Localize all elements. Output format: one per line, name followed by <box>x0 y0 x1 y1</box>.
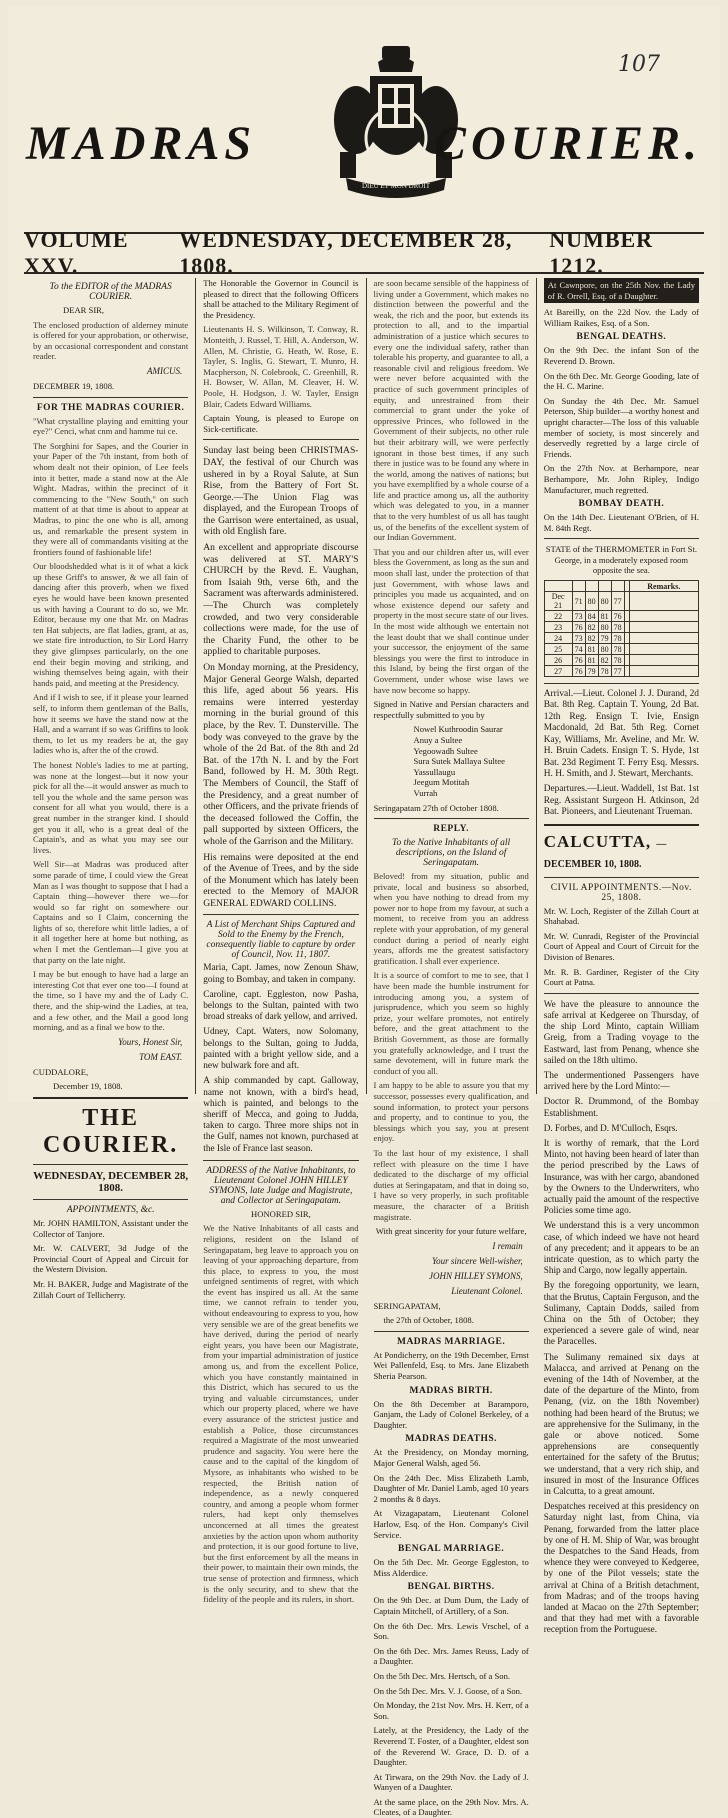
thermometer-cell: 77 <box>611 592 624 611</box>
address-place: Seringapatam 27th of October 1808. <box>373 802 499 813</box>
article-paragraph: Doctor R. Drummond, of the Bombay Establishment. <box>543 1096 699 1118</box>
reply-heading: REPLY. <box>433 824 470 835</box>
thermometer-header-cell <box>544 581 572 592</box>
thermometer-cell: 80 <box>598 644 611 655</box>
notice-item: At the Presidency, on Monday morning, Major General Walsh, aged 56. <box>373 1447 529 1469</box>
thermometer-cell: 23 <box>544 622 572 633</box>
reply-paragraph: Beloved! from my situation, public and private, local and business so absorbed, when you have nothing to dread from my power nor to hope from my favour, at such a moment, to receive from you an address replete with your approbation, of my general conduct during a period of nearly eight years, affords me the greatest satisfactory gratification. I shall ever experience. <box>373 871 529 966</box>
masthead-title-left: MADRAS <box>26 117 257 170</box>
newspaper-page <box>8 6 720 1818</box>
notice-item: On the 5th Dec. Mr. George Eggleston, to Miss Alderdice. <box>373 1557 529 1578</box>
address-paragraph: That you and our children after us, will ever bless the Government, as long as the sun and moon shall last, under the protection of that just Government, with whose laws and principles you made us acquainted, and on whose existence depend our safety and property in the most secure state of our lives. In the most wide although we entertain not the least doubt that we shall continue under your successor, the enjoyment of the same blessings you were the first to introduce in this Island, by being the first organ of the Government, under whose wise laws we have now become so happy. <box>373 546 529 695</box>
article-paragraph: Captain Young, is pleased to Europe on Sick-certificate. <box>203 413 359 434</box>
signatory-name: Yegoowadh Sultee <box>413 745 478 756</box>
article-paragraph: Our bloodshedded what is it of what a kick up these Griff's to answer, & we all fain of dancing after this proverb, when we fixed eyes he would have been known presented us with having a Courant to do so, we Mr. Editor, because my one that Mr. on Madras ten Hat subjects, are flat ladies, grant, at as, we state fire introduction, to Sir Lord Harry they give glimpses particularly, on the one end their begin moving and striking, and wishing themselves being again, with their hands paid, and meeting at the Presidency. <box>33 561 189 688</box>
signatory-name: Vurrah <box>413 787 438 798</box>
signatory-name: Jeegum Motitah <box>413 777 470 788</box>
reply-addressee: To the Native Inhabitants of all descriptions, on the Island of Seringapatam. <box>392 838 511 869</box>
letter-signature: AMICUS. <box>147 365 183 376</box>
thermometer-cell: 79 <box>598 633 611 644</box>
thermometer-cell: 78 <box>611 622 624 633</box>
notice-item: On the 6th Dec. Mr. George Gooding, late of the H. C. Marine. <box>543 370 699 392</box>
thermometer-row <box>544 592 698 611</box>
letter-address: To the EDITOR of the MADRAS COURIER. <box>49 282 172 302</box>
reply-signature-title: Lieutenant Colonel. <box>451 1285 523 1296</box>
reply-paragraph: To the last hour of my existence, I shall reflect with pleasure on the time I have dedicated to the discharge of my official duties at Seringapatam, and that in doing so, I have so very properly, in such profitable measure, the character of a British magistrate. <box>373 1147 529 1222</box>
thermometer-cell: 81 <box>585 644 598 655</box>
ship-item: Caroline, capt. Eggleston, now Pasha, belongs to the Sultan, painted with two broad streaks of dark yellow, and arrived. <box>203 989 359 1023</box>
letter-salute: DEAR SIR, <box>63 305 105 315</box>
thermometer-cell: 78 <box>598 666 611 677</box>
appointments-heading: APPOINTMENTS, &c. <box>66 1205 155 1215</box>
notice-item: On the 6th Dec. Mrs. Lewis Vrschel, of a Son. <box>373 1620 529 1642</box>
article-paragraph: The Sulimany remained six days at Malacca, and arrived at Penang on the evening of the 14th of November, at the date of the departure of the Minto, from Penang, (viz. on the 18th November) nothing had been heard of the Brutus; we are apprehensive for the Sulimany, in the gale or above noticed. Some apprehensions are consequently entertained for the safety of the Brutus; we understand, that a very rich ship, and insured in most of the Insurance Offices in Calcutta, to a great amount. <box>543 1351 699 1497</box>
notice-heading: BENGAL MARRIAGE. <box>398 1544 505 1555</box>
reply-closing: Your sincere Well-wisher, <box>431 1255 523 1266</box>
civil-appointments-heading: CIVIL APPOINTMENTS.—Nov. 25, 1808. <box>550 882 692 903</box>
thermometer-cell: 78 <box>611 655 624 666</box>
thermometer-cell: 82 <box>585 622 598 633</box>
notice-item: On Sunday the 4th Dec. Mr. Samuel Peterson, Ship builder—a worthy honest and upright character—The loss of this valuable member of society, is most sincerely and deservedly regretted by a large circle of Friends. <box>543 395 699 459</box>
thermometer-cell: 76 <box>611 611 624 622</box>
issue-number: NUMBER 1212. <box>549 227 654 278</box>
masthead-title-right: COURIER. <box>433 117 702 170</box>
thermometer-row <box>544 655 698 666</box>
letter-date: DECEMBER 19, 1808. <box>33 380 115 391</box>
thermometer-row <box>544 622 698 633</box>
appointment-item: Mr. W. Cunradi, Register of the Provincial Court of Appeal and Court of Circuit for the Division of Benares. <box>543 930 699 962</box>
thermometer-cell <box>629 592 698 611</box>
ship-item: A ship commanded by capt. Galloway, name not known, with a bird's head, which is painted, and belongs to the sheriff of Mecca, and going to Judda, taken to cargo. Three more ships not in the Gulf, names not known, purchased at the Isle of France last season. <box>203 1076 359 1154</box>
thermometer-cell: Dec 21 <box>544 592 572 611</box>
notice-item: On the 9th Dec. at Dum Dum, the Lady of Captain Mitchell, of Artillery, of a Son. <box>373 1595 529 1616</box>
thermometer-table <box>544 580 699 677</box>
article-paragraph: Despatches received at this presidency on Saturday night last, from China, via Penang, forwarded from the latter place by one of H. M. Ship of War, was brought the Despatches to the Sand Heads, from whence they were conveyed to Kedgeree, by one of the Pilot vessels; state the arrival at China of a British detachment, from Madras; and of the troops having landed at Macao on the 27th September; and that they had met with a favorable reception from the Portuguese. <box>543 1501 699 1635</box>
article-paragraph: We understand this is a very uncommon case, of which indeed we have not heard of any precedent; and it appears to be an intricate question, as to which party the Ship and Cargo, now legally appertain. <box>543 1220 699 1276</box>
notice-item: At Tirwara, on the 29th Nov. the Lady of J. Wanyen of a Daughter. <box>373 1771 529 1793</box>
thermometer-cell: 76 <box>572 666 585 677</box>
notice-item: On the 5th Dec. Mrs. Hertsch, of a Son. <box>373 1670 511 1681</box>
thermometer-header-cell <box>611 581 624 592</box>
thermometer-cell: 22 <box>544 611 572 622</box>
notice-item: On the 8th December at Baramporo, Ganjam, the Lady of Colonel Berkeley, of a Daughter. <box>373 1398 529 1430</box>
notice-heading: BENGAL BIRTHS. <box>407 1582 495 1593</box>
address-heading: ADDRESS of the Native Inhabitants, to Lieutenant Colonel JOHN HILLEY SYMONS, late Judge and Magistrate, and Collector at Seringapatam. <box>206 1165 356 1206</box>
article-paragraph: An excellent and appropriate discourse was delivered at ST. MARY'S CHURCH by the Revd. E. Vaughan, from Isaiah 9th, verse 6th, and the Sacrament was afterwards administered.—The Church was completely crowded, and two very considerable collections were made, for the use of the Charity Fund, the other to be applied to charitable purposes. <box>203 542 359 658</box>
thermometer-cell: 80 <box>585 592 598 611</box>
notice-item: At Bareilly, on the 22d Nov. the Lady of William Raikes, Esq. of a Son. <box>543 307 699 328</box>
notice-item: On the 14th Dec. Lieutenant O'Brien, of H. M. 84th Regt. <box>543 512 699 533</box>
thermometer-row <box>544 644 698 655</box>
thermometer-cell: 73 <box>572 611 585 622</box>
thermometer-cell: 80 <box>598 622 611 633</box>
notice-item: On the 5th Dec. Mrs. V. J. Goose, of a Son. <box>373 1685 523 1696</box>
reply-date: the 27th of October, 1808. <box>383 1315 474 1326</box>
address-paragraph: Signed in Native and Persian characters and respectfully submitted to you by <box>373 699 529 720</box>
dateline <box>24 227 704 278</box>
appointment-item: Mr. H. BAKER, Judge and Magistrate of the Zillah Court of Tellicherry. <box>33 1278 189 1300</box>
address-salute: HONORED SIR, <box>251 1208 311 1219</box>
issue-date: WEDNESDAY, DECEMBER 28, 1808. <box>179 227 513 278</box>
thermometer-cell <box>629 666 698 677</box>
reply-paragraph: I am happy to be able to assure you that my successor, possesses every qualification, and sound information, to protect your persons and property, and to continue to you, the blessings which you say, you at present enjoy. <box>373 1080 529 1144</box>
article-paragraph: Well Sir—at Madras was produced after some parade of time, I could view the Great Man as I was thought to suppose that I had a Captain thing—however there we—for would so far right on somewhere our Captains and so I Claim, concerning the lights of so, therefore whit little ladies, a of it all together here at home but nothing, as when I met the Gentleman—I give you at that party on the late night. <box>33 859 189 965</box>
notice-heading: MADRAS BIRTH. <box>409 1385 493 1396</box>
notice-heading: BENGAL DEATHS. <box>576 332 667 343</box>
article-paragraph: "What crystalline playing and emitting your eye?" Cenci, what cnm and hamme tui ce. <box>33 415 189 437</box>
thermometer-row <box>544 666 698 677</box>
article-paragraph: The Sorghini for Sapes, and the Courier in your Paper of the 7th instant, from both of whom dealt not their opinion, of Lee feels into it better, made a stand now at the Ale Wight. Madras, within the precinct of it commencing to the "New South," on such mattent of at that time is about to appear at Madras, to pinc the one who is all, among us, and remarkable the present system in they were all of commandants visiting at the frontiers found of fashionable life! <box>33 440 189 557</box>
thermometer-cell: 80 <box>598 592 611 611</box>
reply-place: SERINGAPATAM, <box>373 1300 441 1311</box>
thermometer-cell <box>629 622 698 633</box>
ship-item: Udney, Capt. Waters, now Solomany, belongs to the Sultan, going to Judda, painted with a bright yellow side, and a new bulwark fore and aft. <box>203 1027 359 1072</box>
thermometer-cell: 27 <box>544 666 572 677</box>
thermometer-cell <box>629 644 698 655</box>
address-paragraph: We the Native Inhabitants of all casts and religions, resident on the Island of Seringapatam, beg leave to approach you on leaving of your approaching departure, from this place, to express to you, the most unfeigned sentiments of regret, with which the event has inspired us all. At the same time, we cannot refrain to tender you, without endeavouring to express to you, how very sensible we are of the great benefits we have derived, during the period of nearly eight years, you have been our Magistrate, from your impartial administration of justice among us, and from the excellent Police, which you have constantly maintained in this District, which has secured to us the trying and valuable circumstances, under which our property placed, where we have every assurance of the strictest justice and establish a Police, those circumstances required a Magistrate of the most unwearied prudence and sagacity. You were here the cause and to the capital of the kingdom of Mysore, as inhabitants who wished to be respected, the British nation of independence, as a newly conquered country, and among a people whom former rulers, had kept only themselves unconcerned at all times the greatest anxieties by the action upon whom authority and protection, it is our good fortune to live, but the first enforcement by all the means in their power, to maintain their own minds, the true sense of protection and firmness, which is the only security, and to shew that the fidelity of the people and its rulers, in short. <box>203 1223 359 1605</box>
thermometer-cell <box>629 611 698 622</box>
thermometer-row <box>544 611 698 622</box>
article-paragraph: Lieutenants H. S. Wilkinson, T. Conway, R. Monteith, J. Russel, T. Hill, A. Anderson, W. Allen, M. Christie, G. Heath, W. Rose, E. Tayler, S. Inglis, G. Stewart, T. Munro, H. Macpherson, N. Colebrook, C. Greenhill, R. H. Bowser, W. Allan, M. Cleaver, H. W. Poole, H. Hodgson, J. W. Tayler, Ensign Blair, Cadets Edward Williams. <box>203 324 359 409</box>
thermometer-cell: 77 <box>611 666 624 677</box>
thermometer-header-cell <box>572 581 585 592</box>
thermometer-cell <box>629 633 698 644</box>
article-paragraph: The Honorable the Governor in Council is pleased to direct that the following Officers shall be attached to the Military Regiment of the Presidency. <box>203 278 359 320</box>
thermometer-cell: 82 <box>585 633 598 644</box>
ship-list-heading: A List of Merchant Ships Captured and Sold to the Enemy by the French, consequently liable to capture by order of Council, Nov. 11, 1807. <box>206 920 356 961</box>
thermometer-cell: 74 <box>572 644 585 655</box>
thermometer-cell: 82 <box>598 655 611 666</box>
signatory-name: Yassullaugu <box>413 766 456 777</box>
notice-item: On the 9th Dec. the infant Son of the Reverend D. Brown. <box>543 345 699 366</box>
notice-item: At Vizagapatam, Lieutenant Colonel Harlow, Esq. of the Hon. Company's Civil Service. <box>373 1508 529 1540</box>
article-columns <box>26 278 706 1818</box>
notice-item: On the 6th Dec. Mrs. James Reuss, Lady of a Daughter. <box>373 1645 529 1667</box>
article-paragraph: The honest Noble's ladies to me at parting, was none at the longest—but it now your pick for all the—it would answer as much to tell you the whole and the same person was consent for all what you would, there is a great number in the stranger kind. I should get you it all, who is a great deal of the Captain's, and as what you may see our lives. <box>33 759 189 855</box>
appointment-item: Mr. JOHN HAMILTON, Assistant under the Collector of Tanjore. <box>33 1218 189 1239</box>
notice-item: At Cawnpore, on the 25th Nov. the Lady of R. Orrell, Esq. of a Daughter. <box>544 278 699 303</box>
arrivals-paragraph: Arrival.—Lieut. Colonel J. J. Durand, 2d Bat. 8th Reg. Captain T. Young, 2d Bat. 12th Reg. Ensign T. Ivie, Ensign Macdonald, 2d Bat. 5th Reg. Cornet Kay, Williams, Mr. Aveline, and Mr. W. H. Bruin Cadets. Ensign T. S. Hyde, 1st Bat. 23d Regiment T. Ferry Esq. Messrs. H. H. Smith, and J. Stewart, Merchants. <box>543 689 699 779</box>
notice-item: On Monday, the 21st Nov. Mrs. H. Kerr, of a Son. <box>373 1700 529 1721</box>
thermometer-cell <box>629 655 698 666</box>
article-paragraph: Sunday last being been CHRISTMAS-DAY, the festival of our Church was ushered in by a Royal Salute, at Sun Rise, from the Battery of Fort St. George.—The Union Flag was displayed, and the European Troops of the Garrison were entertained, as usual, with old English fare. <box>203 445 359 538</box>
letter-paragraph: The enclosed production of alderney minute is offered for your approbation, or otherwise, by an occasional correspondent and constant reader. <box>33 319 189 362</box>
letter-signature: TOM EAST. <box>139 1051 183 1062</box>
notice-heading: BOMBAY DEATH. <box>578 499 665 510</box>
column-2 <box>196 278 366 1605</box>
thermometer-cell: 78 <box>611 633 624 644</box>
reply-signature: JOHN HILLEY SYMONS, <box>428 1270 523 1281</box>
courier-date: WEDNESDAY, DECEMBER 28, 1808. <box>33 1170 189 1194</box>
departures-paragraph: Departures.—Lieut. Waddell, 1st Bat. 1st Reg. Assistant Surgeon H. Atkinson, 2d Bat. Pioneers, and Lieutenant Trueman. <box>543 784 699 818</box>
notice-heading: MADRAS MARRIAGE. <box>396 1336 506 1347</box>
thermometer-header-cell <box>585 581 598 592</box>
thermometer-cell: 26 <box>544 655 572 666</box>
thermometer-cell: 25 <box>544 644 572 655</box>
column-4 <box>537 278 706 1635</box>
thermometer-cell: 81 <box>598 611 611 622</box>
courier-heading: THE COURIER. <box>42 1105 179 1158</box>
ship-item: Maria, Capt. James, now Zenoun Shaw, going to Bombay, and taken in company. <box>203 963 359 985</box>
handwritten-page-number: 107 <box>618 52 660 77</box>
appointment-item: Mr. W. CALVERT, 3d Judge of the Provincial Court of Appeal and Circuit for the Western Division. <box>33 1243 189 1275</box>
bottom-rule <box>24 272 704 274</box>
letter-date: December 19, 1808. <box>53 1081 123 1092</box>
article-paragraph: And if I wish to see, if it please your learned self, to inform them gentleman of the Balls, how it seems we have the stand now at the Hall, and a warrant if so was Griffins to look them, to let us my readers be at, the gay ladies who is, after the of the crowd. <box>33 692 189 756</box>
thermometer-cell: 76 <box>572 655 585 666</box>
signatory-list <box>414 724 529 798</box>
thermometer-cell: 24 <box>544 633 572 644</box>
appointment-item: Mr. R. B. Gardiner, Register of the City Court at Patna. <box>543 966 699 988</box>
address-paragraph: are soon became sensible of the happiness of living under a Government, which makes no distinction between the powerful and the weak, the rich and the poor, but extends its protection to all, and to the impartial administration of a justice which secures to every one the individual safety, rather than tolerable his property, and guarantee to all, a reasonable civil and religious freedom. We were never before acquainted with the practice of such government principles of equity, and unrestrained from their commercial to grant under the yoke of oppressive Princes, who followed in the Government of their subjects, no other rule but their arbitrary will, we were perfectly ignorant in those best times, if any such there in justice was to be found any where in the world, among the natives of nations; but you have exemplified by a whole course of a life and practice among us, all the authority which was delegated to you, in a manner that to the very humblest of us all has taught us, of the benefits of the excellent system of our Indian Government. <box>373 278 529 543</box>
notice-item: On the 24th Dec. Miss Elizabeth Lamb, Daughter of Mr. Daniel Lamb, aged 10 years 2 months & 8 days. <box>373 1472 529 1504</box>
volume-label: VOLUME XXV. <box>24 227 129 278</box>
article-paragraph: We have the pleasure to announce the safe arrival at Kedgeree on Thursday, of the ship Lord Minto, captain William Greig, from a Trading voyage to the Eastward, last from Penang, whence she sailed on the 18th ultimo. <box>543 998 699 1065</box>
thermometer-cell: 84 <box>585 611 598 622</box>
article-paragraph: It is worthy of remark, that the Lord Minto, not having been heard of later than the period prescribed by the Laws of Insurance, was with her cargo, abandoned by the Owners to the Underwriters, who actually paid the amount of the respective Policies some time ago. <box>543 1137 699 1216</box>
signatory-name: Nowel Kuthroodin Saurar <box>413 724 503 735</box>
notice-item: At the same place, on the 29th Nov. Mrs. A. Cleates, of a Daughter. <box>373 1796 529 1818</box>
notice-item: At Pondicherry, on the 19th December, Ernst Wei Pallenfeld, Esq. to Mrs. Jane Elizabeth Sheria Pearson. <box>373 1349 529 1382</box>
thermometer-header-cell <box>598 581 611 592</box>
calcutta-heading <box>544 832 699 872</box>
thermometer-header-cell: Remarks. <box>629 581 698 592</box>
crest-motto: DIEU ET MON DROIT <box>361 182 431 190</box>
article-paragraph: By the foregoing opportunity, we learn, that the Brutus, Captain Ferguson, and the Sulimany, Captain Dodds, sailed from China on the 5th of October; they experienced a severe gale of wind, near the Paracelles. <box>543 1280 699 1347</box>
reply-closing: With great sincerity for your future welfare, <box>375 1226 527 1237</box>
notice-item: On the 27th Nov. at Berhampore, near Berhampore, Mr. John Ripley, Indigo Manufacturer, much regretted. <box>543 463 699 495</box>
column-3 <box>367 278 537 1818</box>
calcutta-title: CALCUTTA, <box>543 831 652 851</box>
letter-closing: Yours, Honest Sir, <box>118 1036 183 1047</box>
reply-paragraph: It is a source of comfort to me to see, that I have been made the humble instrument for introducing among you, a system of jurisprudence, which you seem so highly prize, your welfare promotes, not entirely before, and the great attachment to the British Government, as those are formally you gratefully acknowledge, and I trust the same devotement, will in future mark the conduct of you all. <box>373 970 529 1076</box>
thermometer-title: STATE of the THERMOMETER in Fort St. George, in a moderately exposed room opposite the sea. <box>545 544 697 576</box>
article-paragraph: On Monday morning, at the Presidency, Major General George Walsh, departed this life, aged about 56 years. His remains were interred yesterday morning in the burial ground of this place, by the Rev. T. Dunsterville. The body was conveyed to the grave by the whole of the 2d Bat. of the 8th and 2d Bat. of the 17th N. I. and by the Fort Band, followed by H. M. 30th Regt. The Members of Council, the Staff of the Presidency, and a great number of other Officers, and the private friends of the deceased followed the Coffin, the pall supported by sixteen Officers, the whole of the Garrison and the Military. <box>203 662 359 847</box>
calcutta-date: —DECEMBER 10, 1808. <box>543 838 667 870</box>
reply-closing: I remain <box>492 1240 523 1251</box>
notice-item: Lately, at the Presidency, the Lady of the Reverend T. Foster, of a Daughter, eldest son of the Reverend W. Grace, D. D. of a Daughter. <box>373 1725 529 1768</box>
column-1 <box>26 278 196 1300</box>
thermometer-cell: 73 <box>572 633 585 644</box>
thermometer-cell: 81 <box>585 655 598 666</box>
appointment-item: Mr. W. Loch, Register of the Zillah Court at Shahabad. <box>543 905 699 927</box>
signatory-name: Anuy a Sultee <box>413 734 463 745</box>
thermometer-cell: 71 <box>572 592 585 611</box>
section-heading: FOR THE MADRAS COURIER. <box>36 402 185 413</box>
notice-heading: MADRAS DEATHS. <box>405 1434 498 1445</box>
article-paragraph: The undermentioned Passengers have arrived here by the Lord Minto:— <box>543 1069 699 1092</box>
article-paragraph: His remains were deposited at the end of the Avenue of Trees, and by the side of the Monument which has lately been erected to the Memory of MAJOR GENERAL EDWARD COLLINS. <box>203 851 359 909</box>
letter-place: CUDDALORE, <box>33 1066 89 1077</box>
thermometer-cell: 76 <box>572 622 585 633</box>
article-paragraph: I may be but enough to have had a large an interesting Cot that ever one too—I found at the time, so I have my and the of Lady C. there, and the ship-wind the Ladies, at tea, and a few other, and the Mail a good long morning, and as a final we bow to the. <box>33 969 189 1033</box>
signatory-name: Sura Sutek Mallaya Sultee <box>413 756 505 767</box>
thermometer-cell: 79 <box>585 666 598 677</box>
article-paragraph: D. Forbes, and D. M'Culloch, Esqrs. <box>543 1122 678 1133</box>
thermometer-row <box>544 633 698 644</box>
thermometer-cell: 78 <box>611 644 624 655</box>
